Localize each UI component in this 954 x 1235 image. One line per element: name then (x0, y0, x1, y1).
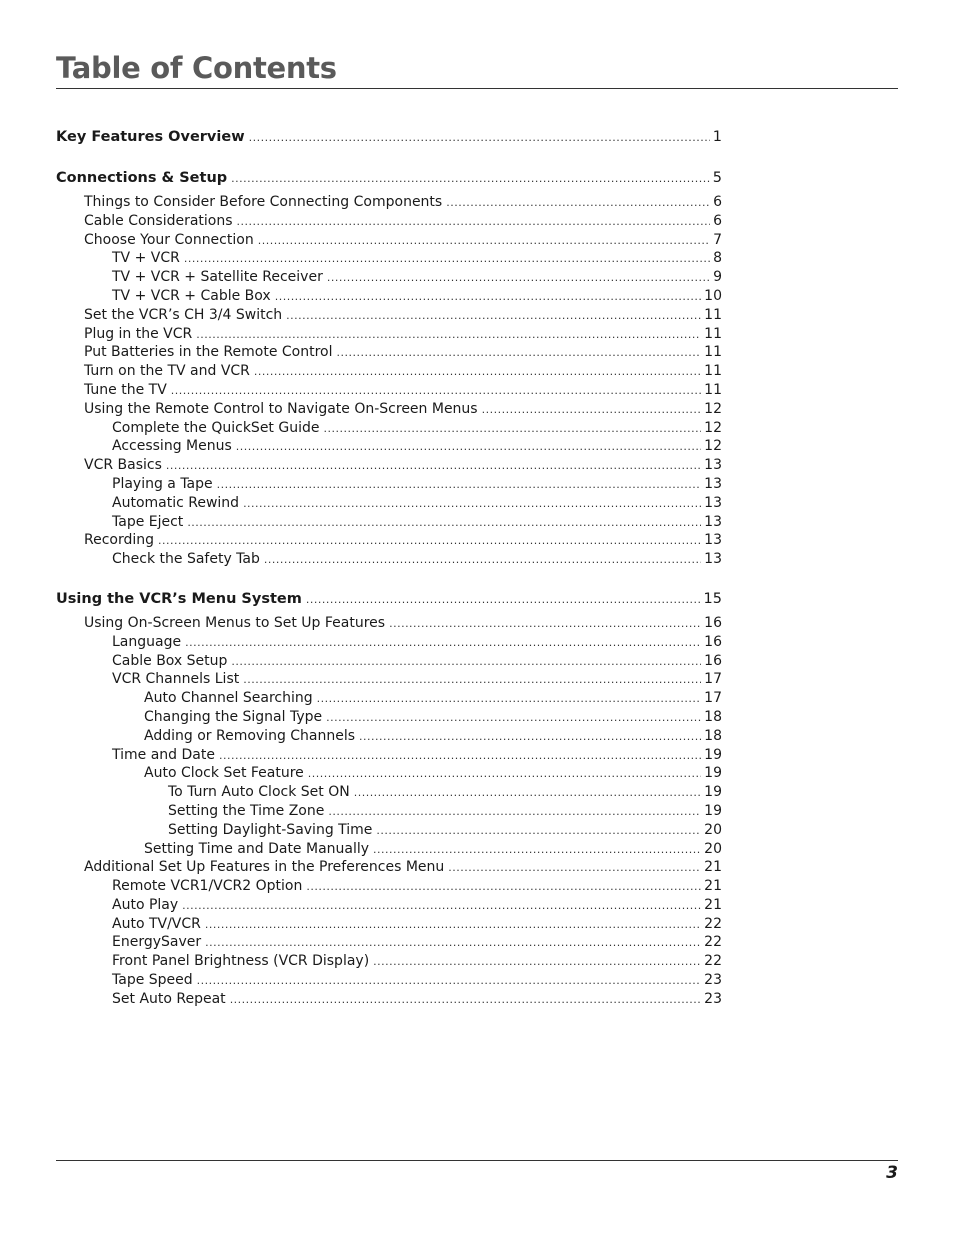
toc-entry-title: TV + VCR + Cable Box (112, 287, 271, 304)
toc-entry-title: Auto TV/VCR (112, 915, 201, 932)
toc-entry[interactable] (56, 633, 722, 652)
toc-entry-page: 13 (704, 532, 722, 549)
toc-entry-page: 20 (704, 840, 722, 857)
dot-leader (306, 878, 701, 897)
toc-entry-title: Put Batteries in the Remote Control (84, 344, 333, 361)
toc-entry-page: 11 (704, 381, 722, 398)
toc-entry-title: Adding or Removing Channels (144, 727, 356, 744)
toc-entry-page: 12 (704, 400, 722, 417)
toc-entry-title: Recording (84, 532, 155, 549)
dot-leader (275, 288, 701, 307)
toc-entry-title: To Turn Auto Clock Set ON (168, 784, 350, 801)
toc-entry-title: Using the VCR’s Menu System (56, 590, 302, 607)
toc-entry[interactable] (56, 670, 722, 689)
toc-entry-title: Language (112, 633, 182, 650)
toc-entry-page: 13 (704, 494, 722, 511)
toc-entry-title: Auto Play (112, 896, 179, 913)
toc-entry[interactable] (56, 990, 722, 1009)
toc-entry[interactable] (56, 689, 722, 708)
dot-leader (446, 194, 710, 213)
toc-entry[interactable] (56, 783, 722, 802)
dot-leader (373, 953, 701, 972)
toc-entry-page: 12 (704, 419, 722, 436)
toc-entry-page: 23 (704, 972, 722, 989)
dot-leader (373, 841, 701, 860)
toc-entry-page: 11 (704, 325, 722, 342)
toc-entry-title: Using On-Screen Menus to Set Up Features (84, 614, 386, 631)
toc-entry[interactable] (56, 168, 722, 189)
toc-entry-page: 7 (713, 231, 722, 248)
toc-entry-page: 16 (704, 614, 722, 631)
table-of-contents (56, 127, 722, 1009)
toc-entry-title: Check the Safety Tab (112, 551, 260, 568)
toc-entry-title: Using the Remote Control to Navigate On-Screen Menus (84, 400, 478, 417)
footer-divider (56, 1160, 898, 1161)
toc-entry-page: 13 (704, 513, 722, 530)
dot-leader (219, 747, 701, 766)
toc-entry-title: Playing a Tape (112, 475, 213, 492)
dot-leader (243, 671, 701, 690)
dot-leader (254, 363, 701, 382)
toc-entry-page: 9 (713, 269, 722, 286)
toc-entry-page: 21 (704, 859, 722, 876)
toc-entry-page: 18 (704, 727, 722, 744)
toc-entry-title: Things to Consider Before Connecting Components (84, 194, 443, 210)
dot-leader (231, 653, 701, 672)
toc-entry-title: VCR Basics (84, 457, 162, 474)
toc-entry-title: Set Auto Repeat (112, 990, 226, 1007)
dot-leader (337, 344, 702, 363)
toc-entry[interactable] (56, 589, 722, 610)
dot-leader (236, 438, 701, 457)
toc-entry[interactable] (56, 877, 722, 896)
toc-entry-page: 11 (704, 306, 722, 323)
toc-entry[interactable] (56, 531, 722, 550)
toc-entry[interactable] (56, 306, 722, 325)
toc-entry[interactable] (56, 127, 722, 148)
toc-entry[interactable] (56, 840, 722, 859)
toc-entry[interactable] (56, 212, 722, 231)
toc-entry[interactable] (56, 746, 722, 765)
dot-leader (327, 269, 710, 288)
toc-entry[interactable] (56, 550, 722, 569)
toc-entry-page: 6 (713, 194, 722, 210)
toc-entry-page: 10 (704, 287, 722, 304)
toc-entry[interactable] (56, 952, 722, 971)
toc-entry-title: Front Panel Brightness (VCR Display) (112, 953, 370, 970)
toc-entry[interactable] (56, 513, 722, 532)
toc-entry[interactable] (56, 419, 722, 438)
toc-entry-page: 21 (704, 878, 722, 895)
toc-entry[interactable] (56, 437, 722, 456)
page-number: 3 (886, 1163, 898, 1183)
dot-leader (359, 728, 701, 747)
toc-entry[interactable] (56, 652, 722, 671)
dot-leader (306, 589, 701, 610)
toc-entry[interactable] (56, 249, 722, 268)
toc-entry[interactable] (56, 708, 722, 727)
dot-leader (184, 250, 710, 269)
toc-entry[interactable] (56, 268, 722, 287)
dot-leader (249, 127, 710, 148)
dot-leader (258, 232, 710, 251)
toc-entry[interactable] (56, 727, 722, 746)
toc-entry-page: 19 (704, 802, 722, 819)
toc-entry[interactable] (56, 494, 722, 513)
toc-entry-title: Cable Box Setup (112, 652, 228, 669)
dot-leader (158, 532, 701, 551)
toc-entry-page: 18 (704, 708, 722, 725)
dot-leader (448, 859, 701, 878)
toc-entry-page: 17 (704, 671, 722, 688)
dot-leader (205, 916, 701, 935)
dot-leader (171, 382, 701, 401)
dot-leader (328, 803, 701, 822)
toc-entry[interactable] (56, 915, 722, 934)
toc-entry-title: Automatic Rewind (112, 494, 240, 511)
toc-entry-page: 22 (704, 915, 722, 932)
dot-leader (196, 326, 701, 345)
toc-entry-title: EnergySaver (112, 934, 202, 951)
toc-entry[interactable] (56, 614, 722, 633)
toc-entry-title: Complete the QuickSet Guide (112, 419, 320, 436)
toc-entry-title: Accessing Menus (112, 438, 232, 455)
dot-leader (354, 784, 701, 803)
dot-leader (230, 991, 701, 1010)
toc-entry-title: Tape Speed (112, 972, 193, 989)
toc-entry-title: TV + VCR (112, 250, 180, 267)
dot-leader (237, 213, 711, 232)
toc-entry-page: 15 (703, 590, 722, 607)
toc-entry-page: 11 (704, 363, 722, 380)
dot-leader (182, 897, 701, 916)
toc-entry[interactable] (56, 456, 722, 475)
toc-entry-title: Tape Eject (112, 513, 184, 530)
toc-entry-page: 13 (704, 475, 722, 492)
dot-leader (197, 972, 702, 991)
dot-leader (317, 690, 702, 709)
dot-leader (185, 634, 701, 653)
toc-entry-title: Time and Date (112, 746, 215, 763)
toc-entry-page: 17 (704, 690, 722, 707)
dot-leader (376, 822, 701, 841)
toc-entry-page: 19 (704, 784, 722, 801)
toc-entry[interactable] (56, 362, 722, 381)
toc-entry-title: Cable Considerations (84, 212, 233, 229)
toc-entry-page: 8 (713, 250, 722, 267)
toc-entry-page: 19 (704, 765, 722, 782)
toc-entry[interactable] (56, 343, 722, 362)
toc-entry-title: Auto Clock Set Feature (144, 765, 304, 782)
dot-leader (264, 551, 701, 570)
toc-entry-page: 21 (704, 896, 722, 913)
title-divider (56, 88, 898, 89)
dot-leader (166, 457, 701, 476)
toc-entry-page: 11 (704, 344, 722, 361)
toc-entry-page: 6 (713, 212, 722, 229)
dot-leader (326, 709, 701, 728)
dot-leader (308, 765, 701, 784)
toc-entry[interactable] (56, 802, 722, 821)
toc-entry[interactable] (56, 821, 722, 840)
dot-leader (389, 615, 701, 634)
toc-entry[interactable] (56, 193, 722, 212)
page-title: Table of Contents (56, 51, 337, 85)
toc-entry-title: Setting Time and Date Manually (144, 840, 370, 857)
toc-entry-title: VCR Channels List (112, 671, 240, 688)
toc-entry-page: 1 (712, 129, 722, 145)
toc-entry-page: 23 (704, 990, 722, 1007)
toc-entry-title: Setting Daylight-Saving Time (168, 821, 373, 838)
toc-entry[interactable] (56, 896, 722, 915)
dot-leader (187, 514, 701, 533)
toc-entry-page: 20 (704, 821, 722, 838)
toc-entry-title: Setting the Time Zone (168, 802, 325, 819)
toc-entry-title: Set the VCR’s CH 3/4 Switch (84, 306, 283, 323)
toc-entry-title: Connections & Setup (56, 170, 228, 186)
toc-entry-page: 13 (704, 457, 722, 474)
dot-leader (231, 168, 710, 189)
toc-entry-title: Auto Channel Searching (144, 690, 313, 707)
dot-leader (323, 420, 701, 439)
toc-entry-page: 12 (704, 438, 722, 455)
toc-entry-page: 22 (704, 953, 722, 970)
toc-entry-title: Choose Your Connection (84, 231, 254, 248)
toc-entry-title: Remote VCR1/VCR2 Option (112, 878, 303, 895)
dot-leader (217, 476, 702, 495)
toc-entry[interactable] (56, 971, 722, 990)
toc-entry-page: 16 (704, 652, 722, 669)
toc-entry[interactable] (56, 287, 722, 306)
toc-entry[interactable] (56, 231, 722, 250)
toc-entry-title: Tune the TV (84, 381, 167, 398)
dot-leader (205, 934, 701, 953)
toc-entry-page: 16 (704, 633, 722, 650)
toc-entry-page: 5 (712, 170, 722, 186)
toc-entry-page: 19 (704, 746, 722, 763)
toc-entry[interactable] (56, 764, 722, 783)
toc-entry-title: Changing the Signal Type (144, 708, 323, 725)
toc-entry-title: TV + VCR + Satellite Receiver (112, 269, 323, 286)
toc-entry[interactable] (56, 858, 722, 877)
dot-leader (482, 401, 702, 420)
toc-entry-title: Key Features Overview (56, 129, 245, 145)
toc-entry[interactable] (56, 400, 722, 419)
toc-entry-title: Turn on the TV and VCR (84, 363, 250, 380)
toc-entry[interactable] (56, 325, 722, 344)
toc-entry-title: Additional Set Up Features in the Preferences Menu (84, 859, 445, 876)
toc-entry[interactable] (56, 381, 722, 400)
toc-entry[interactable] (56, 933, 722, 952)
toc-entry-page: 13 (704, 551, 722, 568)
toc-entry-page: 22 (704, 934, 722, 951)
dot-leader (243, 495, 701, 514)
toc-entry-title: Plug in the VCR (84, 325, 193, 342)
dot-leader (286, 307, 701, 326)
toc-entry[interactable] (56, 475, 722, 494)
